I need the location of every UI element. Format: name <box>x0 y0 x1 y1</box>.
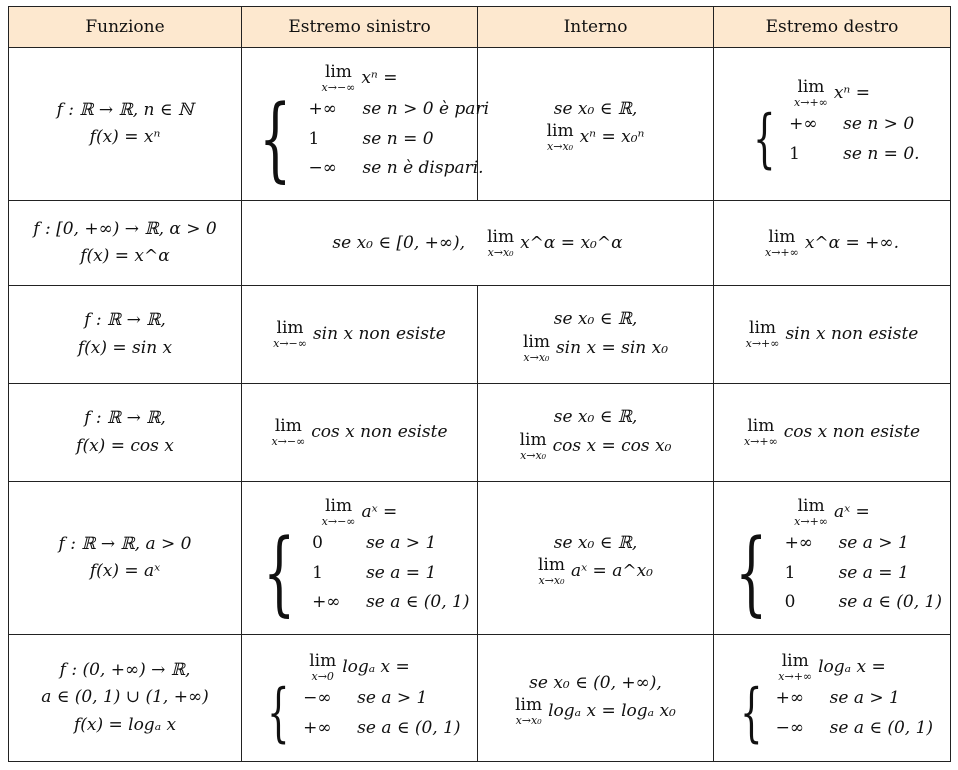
header-interno: Interno <box>478 7 714 48</box>
case-row: +∞ se a ∈ (0, 1) <box>312 592 470 613</box>
cell-funzione <box>9 482 242 635</box>
case-row: +∞ se a ∈ (0, 1) <box>303 717 461 738</box>
table-row <box>9 635 951 762</box>
cell-estremo-destro <box>714 201 951 286</box>
case-row: −∞ se a ∈ (0, 1) <box>775 717 934 738</box>
function-definition: f(x) = sin x <box>77 337 173 358</box>
case-row: −∞ se n è dispari. <box>308 158 484 179</box>
case-row: +∞ se n > 0 è pari <box>308 98 490 119</box>
case-row: 1 se n = 0. <box>789 143 920 164</box>
limit-operator: lim x→x₀ <box>515 695 543 728</box>
limit-expression: logₐ x = <box>818 656 886 677</box>
cell-interno <box>478 635 714 762</box>
case-row: +∞ se a > 1 <box>784 532 909 553</box>
limit-operator: lim x→+∞ <box>745 318 780 350</box>
limit-expression: xⁿ = x₀ⁿ <box>579 127 645 148</box>
limit-operator: lim x→0 <box>309 650 337 683</box>
cell-interno <box>478 482 714 635</box>
case-row: +∞ se n > 0 <box>789 113 915 134</box>
interior-condition: se x₀ ∈ ℝ, <box>553 309 638 330</box>
case-row: 0 se a > 1 <box>312 532 437 553</box>
header-funzione: Funzione <box>9 7 242 48</box>
table-row <box>9 48 951 201</box>
cell-funzione <box>9 48 242 201</box>
header-estremo-sinistro: Estremo sinistro <box>242 7 478 48</box>
function-domain: f : ℝ → ℝ, <box>84 408 166 429</box>
limit-operator: lim x→x₀ <box>487 226 515 259</box>
cell-estremo-sinistro <box>242 482 478 635</box>
limit-operator: lim x→x₀ <box>519 429 547 462</box>
limit-operator: lim x→−∞ <box>273 318 307 350</box>
function-definition: f(x) = xⁿ <box>89 127 161 147</box>
cases-block <box>731 675 934 750</box>
cell-estremo-sinistro <box>242 384 478 482</box>
table-row <box>9 384 951 482</box>
left-brace-icon: { <box>259 85 292 193</box>
case-row: 1 se n = 0 <box>308 128 434 149</box>
interior-condition: se x₀ ∈ ℝ, <box>553 532 638 553</box>
limit-operator: lim x→+∞ <box>778 650 813 683</box>
case-row: 0 se a ∈ (0, 1) <box>784 592 942 613</box>
function-base-condition: a ∈ (0, 1) ∪ (1, +∞) <box>41 687 209 708</box>
cell-funzione <box>9 201 242 286</box>
cases-block <box>258 675 461 750</box>
left-brace-icon: { <box>753 101 776 176</box>
header-row <box>9 7 951 48</box>
limit-expression: cos x non esiste <box>783 422 921 442</box>
function-definition: f(x) = aˣ <box>89 561 161 581</box>
limit-operator: lim x→−∞ <box>321 495 356 528</box>
limit-operator: lim x→+∞ <box>794 76 828 109</box>
function-domain: f : ℝ → ℝ, <box>84 310 166 331</box>
case-row: +∞ se a > 1 <box>775 687 900 708</box>
limits-table-container <box>8 6 951 762</box>
cell-estremo-destro <box>714 635 951 762</box>
function-domain: f : ℝ → ℝ, n ∈ ℕ <box>56 99 194 120</box>
limit-expression: xⁿ = <box>833 82 870 103</box>
interior-condition: se x₀ ∈ [0, +∞), <box>332 232 466 253</box>
limit-operator: lim x→+∞ <box>765 226 799 259</box>
limit-expression: sin x = sin x₀ <box>555 337 669 358</box>
cell-estremo-sinistro <box>242 286 478 384</box>
limit-expression: xⁿ = <box>361 67 398 88</box>
function-domain: f : ℝ → ℝ, a > 0 <box>58 533 192 554</box>
function-domain: f : [0, +∞) → ℝ, α > 0 <box>33 218 217 239</box>
table-row <box>9 482 951 635</box>
limit-operator: lim x→x₀ <box>537 555 565 588</box>
cell-interno <box>478 48 714 201</box>
cell-estremo-sinistro <box>242 48 490 201</box>
limit-operator: lim x→+∞ <box>743 416 778 448</box>
cases-block <box>246 85 490 193</box>
cell-estremo-destro <box>714 48 951 201</box>
case-row: −∞ se a > 1 <box>303 687 428 708</box>
limit-expression: logₐ x = logₐ x₀ <box>548 701 676 722</box>
left-brace-icon: { <box>740 675 763 750</box>
cell-funzione <box>9 635 242 762</box>
cell-estremo-sinistro <box>242 635 478 762</box>
left-brace-icon: { <box>735 519 768 627</box>
table-row <box>9 201 951 286</box>
cell-funzione <box>9 384 242 482</box>
cases-block <box>250 519 470 627</box>
cases-block <box>744 101 920 176</box>
cell-funzione <box>9 286 242 384</box>
cell-estremo-destro <box>714 286 951 384</box>
limit-operator: lim x→−∞ <box>321 61 356 94</box>
limit-operator: lim x→−∞ <box>271 416 306 448</box>
table-row <box>9 286 951 384</box>
limit-expression: cos x = cos x₀ <box>552 435 672 456</box>
cell-estremo-destro <box>714 482 951 635</box>
interior-condition: se x₀ ∈ (0, +∞), <box>529 672 662 693</box>
function-domain: f : (0, +∞) → ℝ, <box>59 660 191 681</box>
limit-expression: sin x non esiste <box>312 324 446 344</box>
left-brace-icon: { <box>262 519 295 627</box>
cases-block <box>722 519 942 627</box>
cell-interno <box>478 286 714 384</box>
limit-expression: x^α = +∞. <box>804 232 899 253</box>
interior-condition: se x₀ ∈ ℝ, <box>553 98 638 119</box>
limit-expression: x^α = x₀^α <box>520 232 623 253</box>
function-definition: f(x) = x^α <box>80 246 170 266</box>
limit-expression: logₐ x = <box>342 656 410 677</box>
left-brace-icon: { <box>267 675 290 750</box>
limit-expression: aˣ = <box>361 501 398 522</box>
limits-table <box>8 6 951 762</box>
interior-condition: se x₀ ∈ ℝ, <box>553 407 638 428</box>
limit-expression: aˣ = a^x₀ <box>570 561 653 582</box>
case-row: 1 se a = 1 <box>784 562 909 583</box>
function-definition: f(x) = logₐ x <box>73 714 177 735</box>
limit-operator: lim x→x₀ <box>546 121 574 154</box>
cell-estremo-destro <box>714 384 951 482</box>
function-definition: f(x) = cos x <box>76 435 174 456</box>
limit-expression: cos x non esiste <box>311 422 448 442</box>
limit-expression: aˣ = <box>833 501 870 522</box>
limit-expression: sin x non esiste <box>785 324 919 344</box>
header-estremo-destro: Estremo destro <box>714 7 951 48</box>
cell-sinistro-interno <box>242 201 714 286</box>
case-row: 1 se a = 1 <box>312 562 437 583</box>
cell-interno <box>478 384 714 482</box>
limit-operator: lim x→x₀ <box>522 331 550 364</box>
limit-operator: lim x→+∞ <box>794 495 828 528</box>
